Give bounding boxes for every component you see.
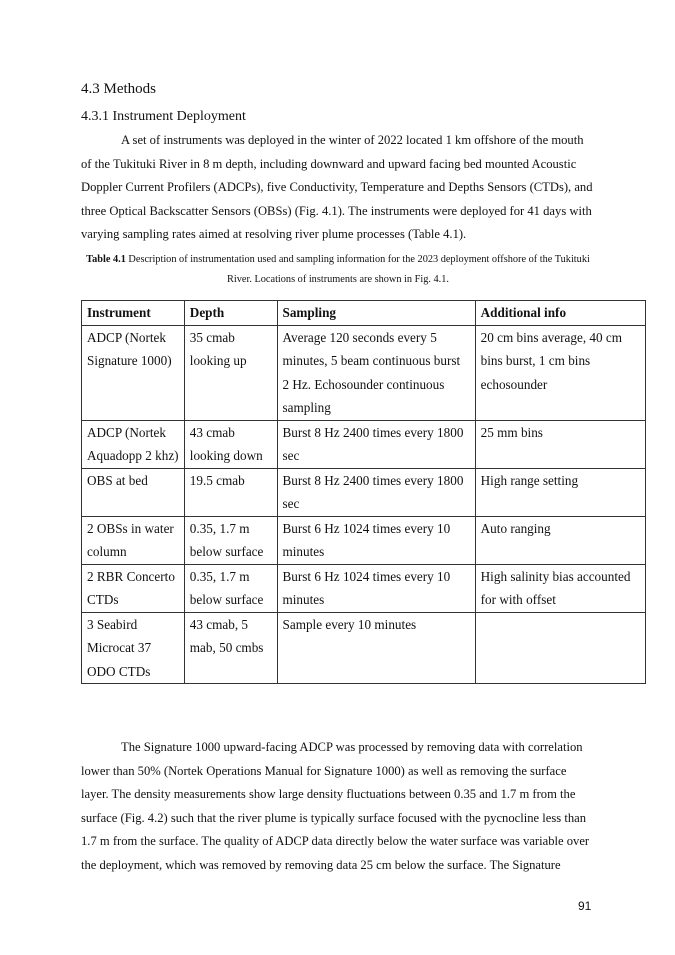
cell-instrument: 3 Seabird Microcat 37 ODO CTDs [82,612,185,684]
header-depth: Depth [184,301,277,326]
cell-instrument: ADCP (Nortek Aquadopp 2 khz) [82,420,185,468]
processing-paragraph [81,736,595,877]
table-caption-label: Table 4.1 [86,254,126,265]
table-row [82,564,646,612]
table-row [82,325,646,420]
table-row [82,468,646,516]
cell-sampling: Burst 6 Hz 1024 times every 10 minutes [277,516,475,564]
cell-depth: 19.5 cmab [184,468,277,516]
table-header-row [82,301,646,326]
cell-additional-info: Auto ranging [475,516,645,564]
cell-instrument: 2 RBR Concerto CTDs [82,564,185,612]
cell-instrument: OBS at bed [82,468,185,516]
intro-paragraph-text: A set of instruments was deployed in the winter of 2022 located 1 km offshore of the mouth of the Tukituki River in 8 m depth, including downward and upward facing bed mounted Acoustic Doppler Current Profilers (ADCPs), five Conductivity, Temperature and Depths Sensors (CTDs), and three Optical Backscatter Sensors (OBSs) (Fig. 4.1). The instruments were deployed for 41 days with varying sampling rates aimed at resolving river plume processes (Table 4.1). [81,133,593,241]
header-instrument: Instrument [82,301,185,326]
subsection-heading: 4.3.1 Instrument Deployment [81,109,246,124]
cell-additional-info: 25 mm bins [475,420,645,468]
cell-sampling: Burst 8 Hz 2400 times every 1800 sec [277,468,475,516]
cell-instrument: ADCP (Nortek Signature 1000) [82,325,185,420]
cell-depth: 35 cmab looking up [184,325,277,420]
intro-paragraph [81,129,595,247]
cell-sampling: Average 120 seconds every 5 minutes, 5 beam continuous burst 2 Hz. Echosounder continuous sampling [277,325,475,420]
cell-depth: 0.35, 1.7 m below surface [184,564,277,612]
cell-additional-info: 20 cm bins average, 40 cm bins burst, 1 cm bins echosounder [475,325,645,420]
table-caption [81,250,595,290]
header-additional-info: Additional info [475,301,645,326]
cell-instrument: 2 OBSs in water column [82,516,185,564]
cell-additional-info: High range setting [475,468,645,516]
cell-additional-info [475,612,645,684]
page-number: 91 [578,899,592,913]
cell-additional-info: High salinity bias accounted for with offset [475,564,645,612]
cell-sampling: Burst 6 Hz 1024 times every 10 minutes [277,564,475,612]
cell-depth: 43 cmab looking down [184,420,277,468]
header-sampling: Sampling [277,301,475,326]
section-heading: 4.3 Methods [81,81,156,97]
table-row [82,612,646,684]
cell-sampling: Burst 8 Hz 2400 times every 1800 sec [277,420,475,468]
table-caption-text: Description of instrumentation used and sampling information for the 2023 deployment offshore of the Tukituki River. Locations of instruments are shown in Fig. 4.1. [125,254,590,285]
table-row [82,420,646,468]
table-row [82,516,646,564]
instrument-table [81,300,646,684]
processing-paragraph-text: The Signature 1000 upward-facing ADCP was processed by removing data with correlation lower than 50% (Nortek Operations Manual for Signature 1000) as well as removing the surface layer. The density measurements show large density fluctuations between 0.35 and 1.7 m from the surface (Fig. 4.2) such that the river plume is typically surface focused with the pycnocline less than 1.7 m from the surface. The quality of ADCP data directly below the water surface was variable over the deployment, which was removed by removing data 25 cm below the surface. The Signature [81,740,590,872]
cell-depth: 0.35, 1.7 m below surface [184,516,277,564]
cell-sampling: Sample every 10 minutes [277,612,475,684]
cell-depth: 43 cmab, 5 mab, 50 cmbs [184,612,277,684]
